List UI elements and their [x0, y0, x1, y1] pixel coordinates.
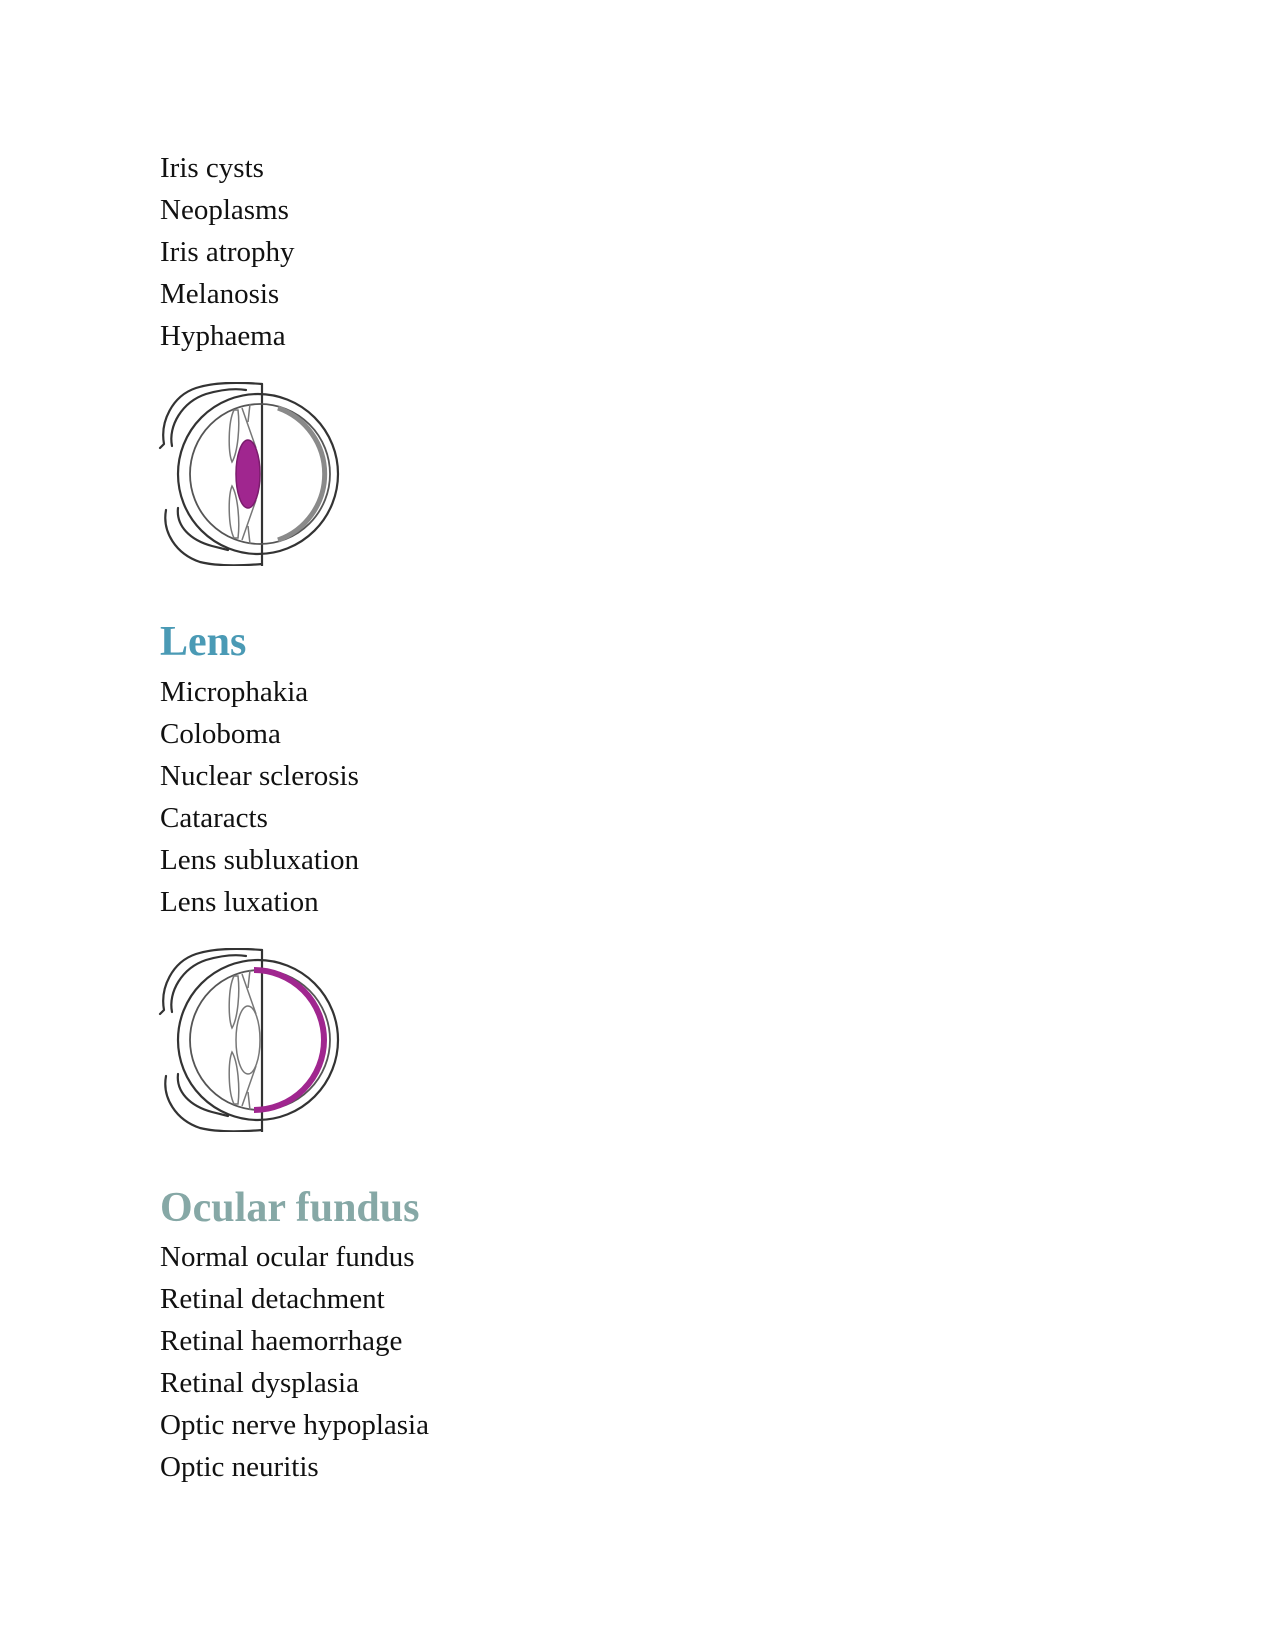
list-item: Melanosis: [160, 278, 280, 310]
list-item: Neoplasms: [160, 194, 289, 226]
eye-fundus-highlight-diagram: [158, 948, 352, 1132]
list-item: Optic nerve hypoplasia: [160, 1409, 429, 1441]
eye-lens-highlight-diagram: [158, 382, 352, 566]
list-item: Optic neuritis: [160, 1451, 319, 1483]
lens-section-heading: Lens: [160, 619, 247, 665]
list-item: Cataracts: [160, 802, 268, 834]
list-item: Normal ocular fundus: [160, 1241, 415, 1273]
iris-disorder-list: [160, 147, 295, 357]
list-item: Retinal detachment: [160, 1283, 385, 1315]
list-item: Retinal haemorrhage: [160, 1325, 403, 1357]
lens-disorder-list: [160, 671, 359, 923]
list-item: Iris cysts: [160, 152, 264, 184]
list-item: Coloboma: [160, 718, 281, 750]
ocular-fundus-section-heading: Ocular fundus: [160, 1185, 420, 1231]
list-item: Retinal dysplasia: [160, 1367, 359, 1399]
fundus-disorder-list: [160, 1236, 429, 1488]
list-item: Nuclear sclerosis: [160, 760, 359, 792]
list-item: Hyphaema: [160, 320, 286, 352]
list-item: Iris atrophy: [160, 236, 295, 268]
list-item: Lens subluxation: [160, 844, 359, 876]
list-item: Lens luxation: [160, 886, 319, 918]
list-item: Microphakia: [160, 676, 309, 708]
